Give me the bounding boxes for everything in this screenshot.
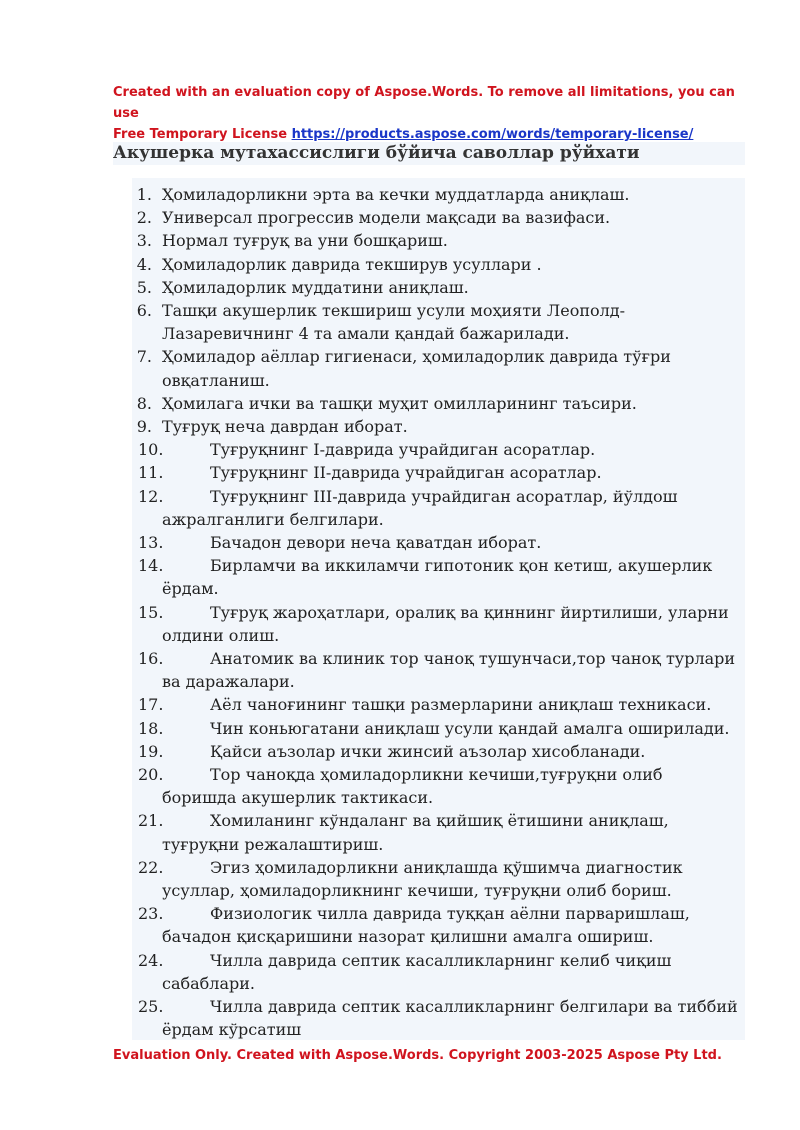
item-text-line: Чилла даврида септик касалликларнинг келиб чиқиш (210, 950, 672, 970)
item-text-line: сабаблари. (162, 973, 255, 993)
item-text-line: Хомиланинг кўндаланг ва қийшиқ ётишини аниқлаш, (210, 811, 669, 831)
item-text-line: ва даражалари. (162, 672, 295, 692)
item-text-line: ёрдам кўрсатиш (162, 1020, 302, 1040)
item-number: 5. (136, 277, 152, 297)
item-text-line: туғруқни режалаштириш. (162, 834, 384, 854)
item-text-line: ажралганлиги белгилари. (162, 509, 384, 529)
item-number: 12. (138, 486, 164, 506)
item-number: 21. (138, 811, 164, 831)
item-number: 10. (138, 440, 164, 460)
item-text-line: Ҳомиладорлик даврида текширув усуллари . (162, 254, 542, 274)
item-number: 15. (138, 602, 164, 622)
evaluation-notice-line: Created with an evaluation copy of Aspose.Words. To remove all limitations, you can use (113, 85, 735, 121)
item-text-line: Ҳомиладор аёллар гигиенаси, ҳомиладорлик даврида тўғри (162, 347, 671, 367)
item-text-line: Туғруқ жароҳатлари, оралиқ ва қиннинг йиртилиши, уларни (210, 602, 729, 622)
item-number: 19. (138, 741, 164, 761)
item-number: 2. (136, 208, 152, 228)
item-number: 8. (136, 393, 152, 413)
item-text-line: Ташқи акушерлик текшириш усули моҳияти Леополд- (162, 301, 626, 320)
item-number: 11. (138, 463, 164, 483)
item-text-line: Лазаревичнинг 4 та амали қандай бажарилади. (162, 324, 570, 344)
item-text-line: Ҳомилага ички ва ташқи муҳит омилларининг таъсири. (162, 393, 637, 413)
item-text-line: Қайси аъзолар ички жинсий аъзолар хисобланади. (210, 741, 646, 761)
item-text-line: бачадон қисқаришини назорат қилишни амалга ошириш. (162, 927, 654, 947)
item-text-line: Анатомик ва клиник тор чаноқ тушунчаси,тор чаноқ турлари (210, 649, 736, 668)
item-text-line: Туғруқнинг II-даврида учрайдиган асоратлар. (210, 463, 602, 483)
item-number: 25. (138, 997, 164, 1016)
document-title: Акушерка мутахассислиги бўйича саволлар рўйхати (113, 142, 745, 165)
item-number: 18. (138, 718, 164, 738)
item-text-line: Аёл чаноғининг ташқи размерларини аниқлаш техникаси. (210, 695, 712, 715)
item-text-line: Бирламчи ва иккиламчи гипотоник қон кетиш, акушерлик (210, 556, 713, 576)
item-text-line: Бачадон девори неча қаватдан иборат. (210, 533, 542, 552)
item-number: 16. (138, 649, 164, 668)
item-text-line: Туғруқнинг III-даврида учрайдиган асоратлар, йўлдош (210, 486, 678, 506)
item-number: 17. (138, 695, 164, 715)
item-number: 1. (136, 185, 152, 204)
item-number: 14. (138, 556, 164, 576)
item-number: 4. (136, 254, 152, 274)
item-text-line: Ҳомиладорликни эрта ва кечки муддатларда аниқлаш. (162, 185, 630, 204)
item-text-line: Универсал прогрессив модели мақсади ва вазифаси. (162, 208, 611, 228)
item-text-line: Нормал туғруқ ва уни бошқариш. (162, 231, 448, 251)
item-text-line: ёрдам. (162, 579, 219, 599)
evaluation-watermark-footer: Evaluation Only. Created with Aspose.Words. Copyright 2003-2025 Aspose Pty Ltd. (113, 1048, 722, 1063)
item-text-line: Ҳомиладорлик муддатини аниқлаш. (162, 277, 469, 297)
item-number: 24. (138, 950, 164, 970)
item-text-line: Эгиз ҳомиладорликни аниқлашда қўшимча диагностик (210, 857, 683, 877)
item-number: 7. (136, 347, 152, 367)
item-text-line: Туғруқ неча даврдан иборат. (162, 417, 408, 436)
item-text-line: Чилла даврида септик касалликларнинг белгилари ва тиббий (210, 997, 738, 1016)
item-text-line: усуллар, ҳомиладорликнинг кечиши, туғруқни олиб бориш. (162, 880, 672, 900)
item-text-line: боришда акушерлик тактикаси. (162, 788, 434, 808)
license-label: Free Temporary License (113, 127, 292, 142)
item-text-line: Чин коньюгатани аниқлаш усули қандай амалга оширилади. (210, 718, 730, 738)
item-number: 6. (136, 301, 152, 320)
item-text-line: Туғруқнинг I-даврида учрайдиган асоратлар. (210, 440, 596, 460)
item-number: 23. (138, 904, 164, 924)
item-number: 9. (136, 417, 152, 436)
item-number: 13. (138, 533, 164, 552)
item-number: 3. (136, 231, 152, 251)
item-text-line: Физиологик чилла даврида туққан аёлни парваришлаш, (210, 904, 690, 924)
item-text-line: овқатланиш. (162, 370, 270, 390)
item-text-line: Тор чаноқда ҳомиладорликни кечиши,туғруқни олиб (210, 765, 663, 784)
evaluation-watermark-header (113, 82, 753, 145)
temporary-license-link[interactable]: https://products.aspose.com/words/temporary-license/ (291, 127, 694, 142)
item-number: 22. (138, 857, 164, 877)
item-number: 20. (138, 765, 164, 784)
item-text-line: олдини олиш. (162, 625, 280, 645)
